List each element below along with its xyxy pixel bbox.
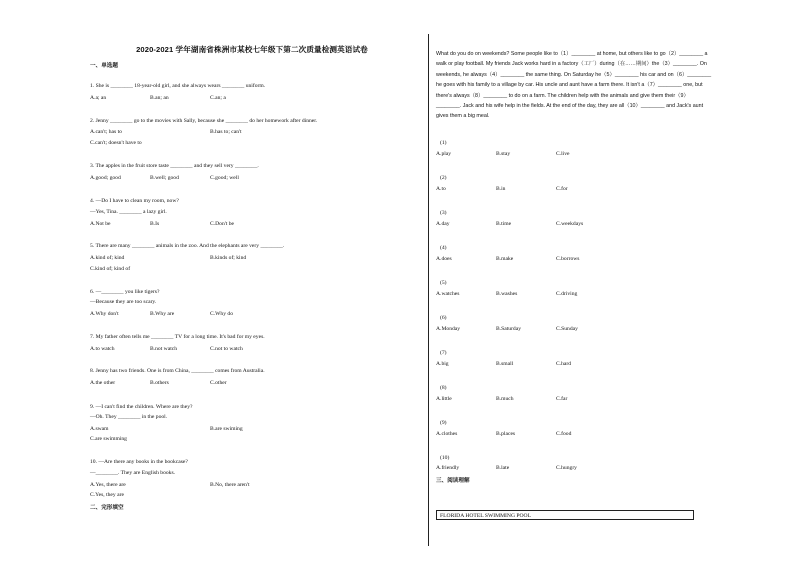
question-3-stem: 3. The apples in the fruit store taste ________ and they sell very ________. [90,163,259,169]
cloze-8-option-a[interactable]: A.little [436,396,452,402]
cloze-7-option-a[interactable]: A.big [436,361,449,367]
question-7-option-a[interactable]: A.to watch [90,346,115,352]
question-9-option-b[interactable]: B.are swiming [210,426,243,432]
cloze-item-number: (3) [440,210,447,216]
cloze-7-option-b[interactable]: B.small [496,361,514,367]
cloze-7-option-c[interactable]: C.hard [556,361,572,367]
question-7-stem: 7. My father often tells me ________ TV for a long time. It's bad for my eyes. [90,334,265,340]
question-10-stem-line-2: —________. They are English books. [90,470,176,476]
cloze-8-option-b[interactable]: B.much [496,396,514,402]
cloze-1-option-c[interactable]: C.live [556,151,570,157]
question-10-option-c[interactable]: C.Yes, they are [90,492,124,498]
question-8-stem: 8. Jenny has two friends. One is from China, ________ comes from Australia. [90,368,265,374]
question-2-option-b[interactable]: B.has to; can't [210,129,242,135]
question-9-option-a[interactable]: A.swam [90,426,109,432]
passage-line: he goes with his family to a village by car. His uncle and aunt have a farm there. It isn't a（7）________ one, but [436,82,703,89]
question-10-stem: 10. —Are there any books in the bookcase? [90,459,188,465]
cloze-item-number: (4) [440,245,447,251]
section-heading-reading: 三、阅读理解 [436,478,470,484]
cloze-item-number: (7) [440,350,447,356]
question-6-option-b[interactable]: B.Why are [150,311,175,317]
cloze-5-option-c[interactable]: C.driving [556,291,578,297]
cloze-item-number: (5) [440,280,447,286]
cloze-passage [436,49,770,122]
cloze-item-number: (10) [440,455,450,461]
cloze-3-option-a[interactable]: A.day [436,221,450,227]
cloze-3-option-c[interactable]: C.weekdays [556,221,584,227]
passage-line: What do you do on weekends? Some people like to（1）________ at home, but others like to go（2）________ a [436,51,708,57]
cloze-9-option-b[interactable]: B.places [496,431,516,437]
question-4-stem: 4. —Do I have to clean my room, now? [90,198,179,204]
cloze-9-option-a[interactable]: A.clothes [436,431,458,437]
question-1-option-b[interactable]: B.an; an [150,95,169,101]
question-6-option-a[interactable]: A.Why don't [90,311,119,317]
cloze-6-option-b[interactable]: B.Saturday [496,326,522,332]
reading-title-box: FLORIDA HOTEL SWIMMING POOL [436,510,694,520]
question-5-option-b[interactable]: B.kinds of; kind [210,255,247,261]
question-4-option-b[interactable]: B.Is [150,221,160,227]
cloze-item-number: (2) [440,175,447,181]
question-10-option-a[interactable]: A.Yes, there are [90,482,126,488]
cloze-3-option-b[interactable]: B.time [496,221,512,227]
cloze-2-option-b[interactable]: B.in [496,186,506,192]
question-9-stem: 9. —I can't find the children. Where are they? [90,404,193,410]
passage-line: walk or play football. My friends Jack works hard in a factory（工厂）during（在……期间）the（3）________. On [436,61,707,68]
cloze-10-option-a[interactable]: A.friendly [436,465,460,471]
question-7-option-c[interactable]: C.not to watch [210,346,243,352]
cloze-5-option-a[interactable]: A.watches [436,291,460,297]
cloze-item-number: (8) [440,385,447,391]
question-3-option-a[interactable]: A.good; good [90,175,121,181]
cloze-4-option-b[interactable]: B.make [496,256,514,262]
cloze-item-number: (9) [440,420,447,426]
cloze-item-number: (6) [440,315,447,321]
cloze-9-option-c[interactable]: C.food [556,431,572,437]
question-4-option-c[interactable]: C.Don't be [210,221,235,227]
question-1-option-c[interactable]: C.an; a [210,95,226,101]
question-1-stem: 1. She is ________ 18-year-old girl, and she always wears ________ uniform. [90,83,266,89]
question-9-stem-line-2: —Oh. They ________ in the pool. [90,414,168,420]
question-3-option-c[interactable]: C.good; well [210,175,239,181]
cloze-10-option-c[interactable]: C.hungry [556,465,577,471]
question-6-option-c[interactable]: C.Why do [210,311,233,317]
question-5-option-c[interactable]: C.kind of; kind of [90,266,131,272]
cloze-item-number: (1) [440,140,447,146]
passage-line: ________. Jack and his wife help in the fields. At the end of the day, they are all（10）________ and Jack's aunt [436,103,704,110]
question-5-stem: 5. There are many ________ animals in the zoo. And the elephants are very ________. [90,243,285,249]
question-1-option-a[interactable]: A.a; an [90,95,107,101]
cloze-8-option-c[interactable]: C.far [556,396,568,402]
question-6-stem: 6. —________ you like tigers? [90,289,160,295]
section-heading-single-choice: 一、单选题 [90,63,118,69]
cloze-1-option-a[interactable]: A.play [436,151,452,157]
cloze-4-option-a[interactable]: A.does [436,256,452,262]
question-4-option-a[interactable]: A.Not be [90,221,111,227]
passage-line: weekends, he always（4）________ the same thing. On Saturday he（5）________ his car and on（6）________ [436,71,712,78]
page-title: 2020-2021 学年湖南省株洲市某校七年级下第二次质量检测英语试卷 [136,45,368,54]
column-divider [428,34,429,546]
cloze-1-option-b[interactable]: B.stay [496,151,511,157]
passage-line: there's always（8）________ to do on a farm. The children help with the animals and give them their（9） [436,92,689,99]
cloze-6-option-a[interactable]: A.Monday [436,326,461,332]
cloze-6-option-c[interactable]: C.Sunday [556,326,578,332]
question-2-stem: 2. Jenny ________ go to the movies with Sally, because she ________ do her homework after dinner. [90,118,318,124]
question-6-stem-line-2: —Because they are too scary. [90,299,157,305]
question-4-stem-line-2: —Yes, Tina. ________ a lazy girl. [90,209,167,215]
question-2-option-a[interactable]: A.can't; has to [90,129,122,135]
cloze-5-option-b[interactable]: B.washes [496,291,518,297]
cloze-2-option-c[interactable]: C.for [556,186,568,192]
question-8-option-c[interactable]: C.other [210,380,227,386]
question-5-option-a[interactable]: A.kind of; kind [90,255,125,261]
cloze-2-option-a[interactable]: A.to [436,186,446,192]
question-7-option-b[interactable]: B.not watch [150,346,178,352]
cloze-4-option-c[interactable]: C.borrows [556,256,580,262]
question-8-option-a[interactable]: A.the other [90,380,116,386]
question-9-option-c[interactable]: C.are swimming [90,436,127,442]
question-8-option-b[interactable]: B.others [150,380,169,386]
question-10-option-b[interactable]: B.No, there aren't [210,482,250,488]
question-2-option-c[interactable]: C.can't; doesn't have to [90,140,142,146]
passage-line: gives them a big meal. [436,113,490,120]
section-heading-cloze: 二、完形填空 [90,505,124,511]
cloze-10-option-b[interactable]: B.late [496,465,510,471]
question-3-option-b[interactable]: B.well; good [150,175,179,181]
